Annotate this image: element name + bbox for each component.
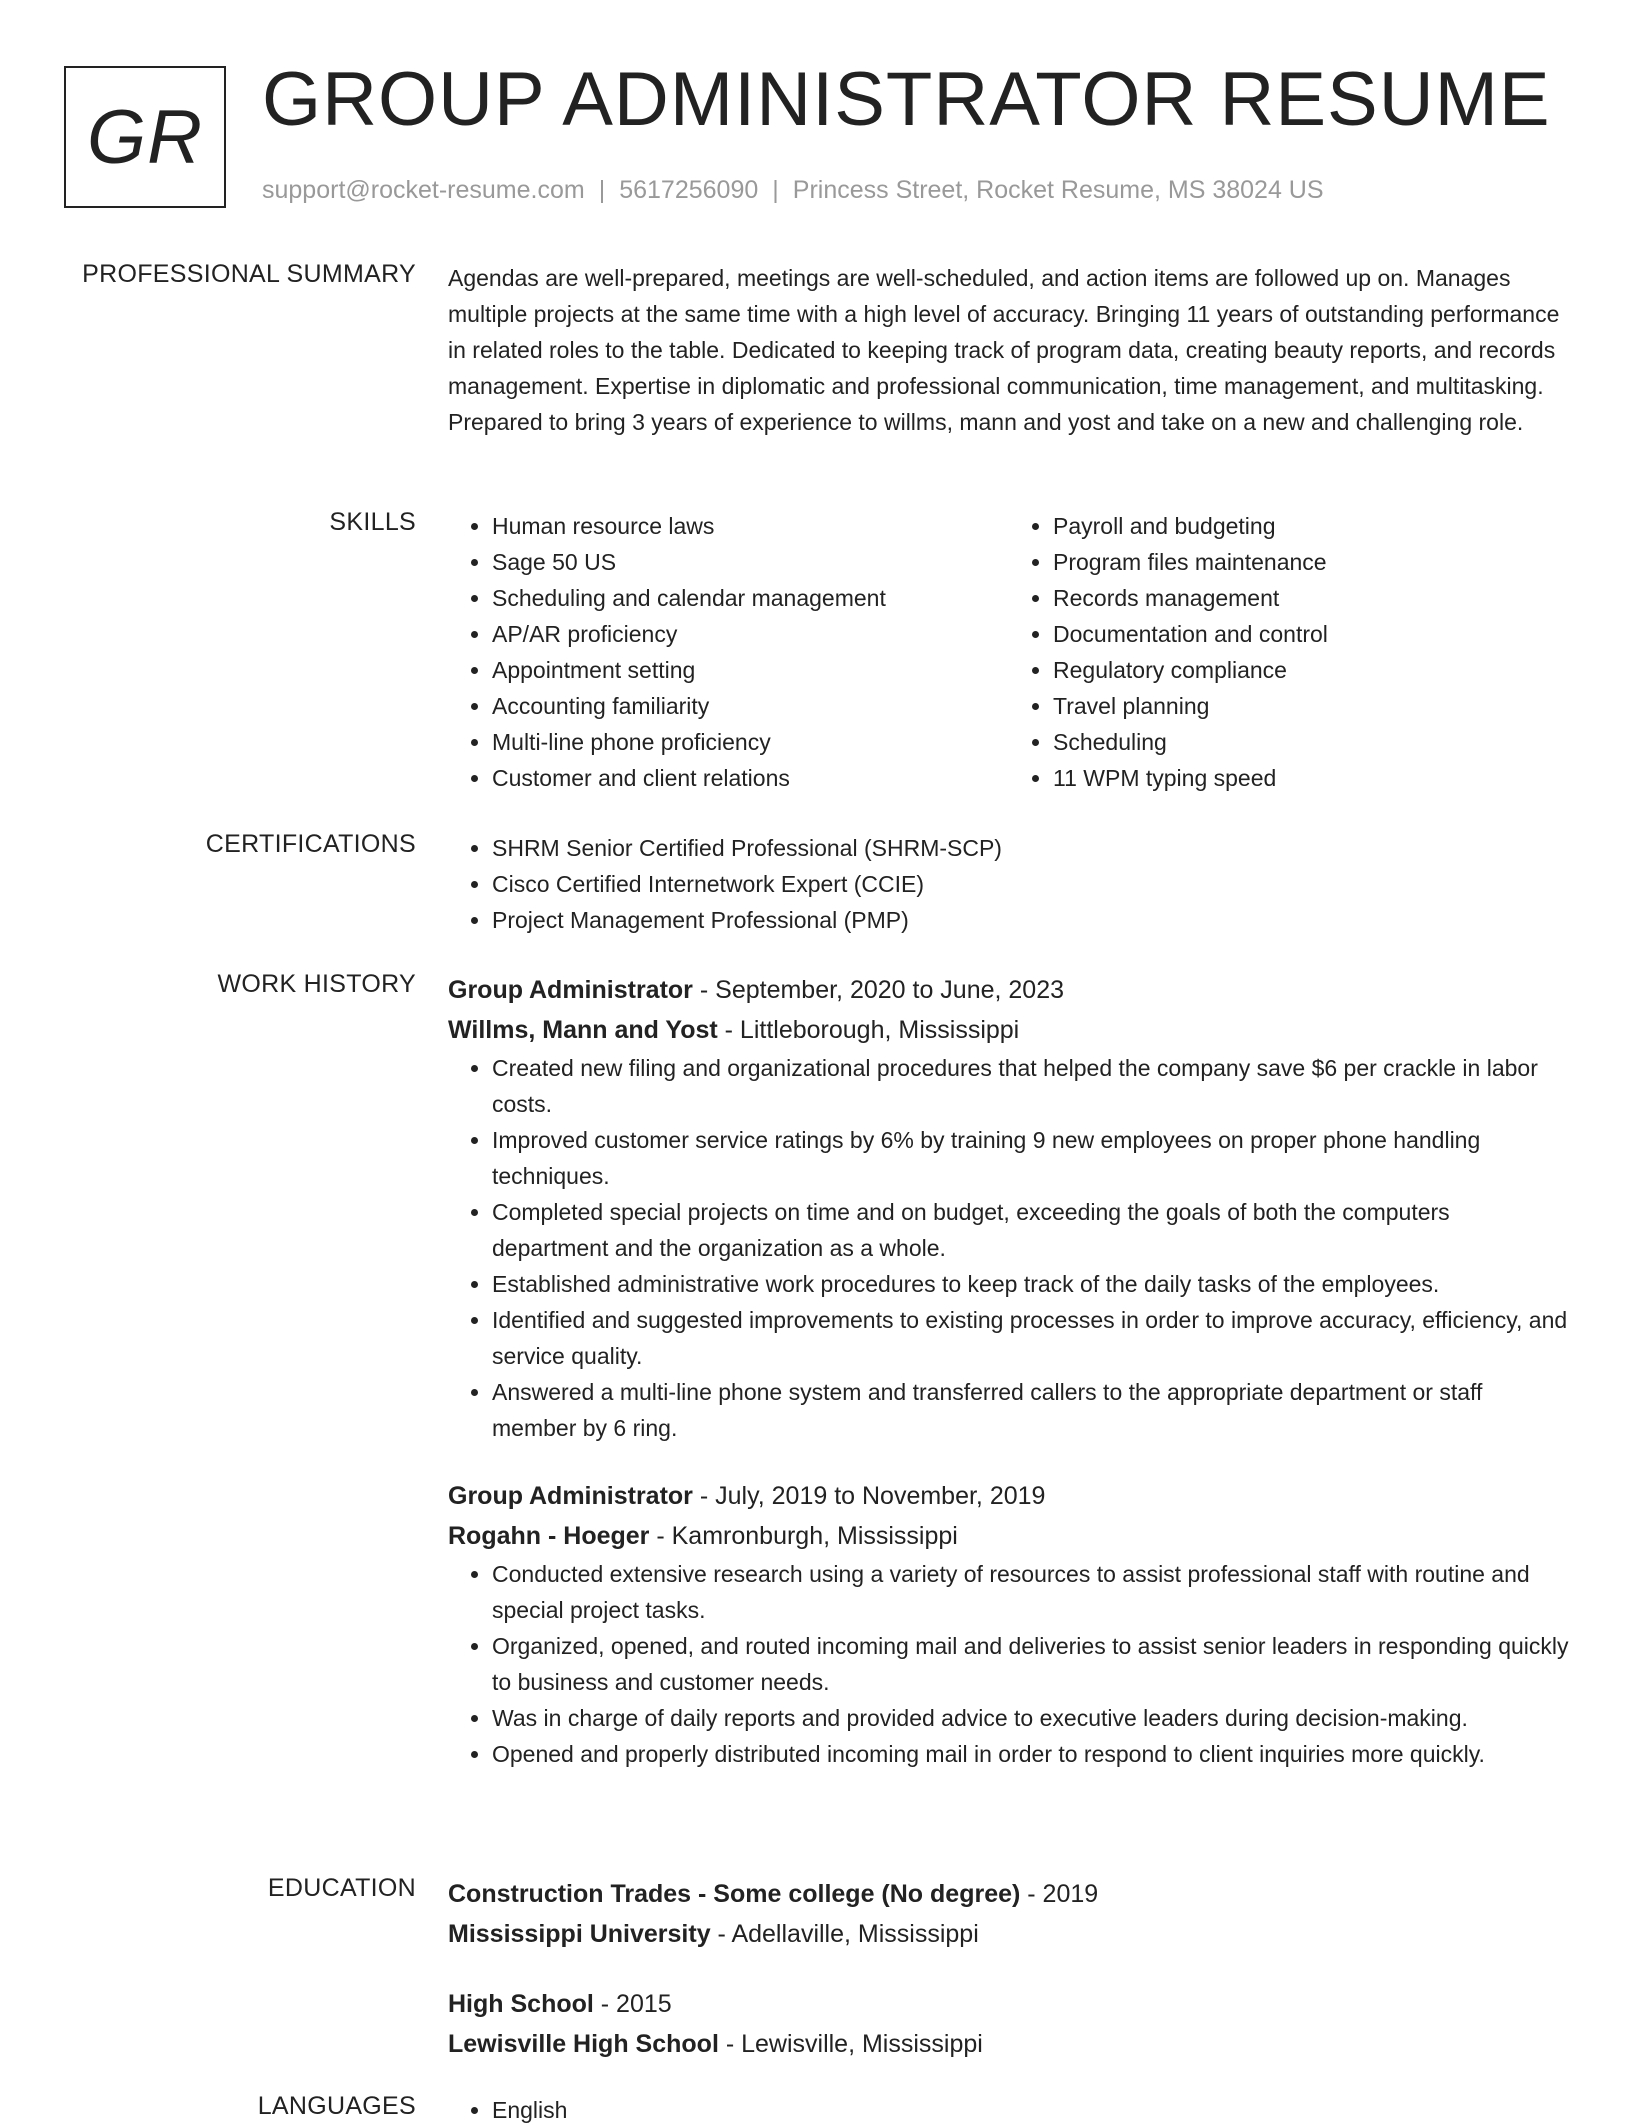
education-label: EDUCATION [267,1874,416,1902]
contact-address: Princess Street, Rocket Resume, MS 38024 US [792,176,1324,204]
job-company-line [448,1516,1570,1556]
job-title: Group Administrator [448,976,693,1004]
job-title-line [448,1476,1570,1516]
skill-item: • Program files maintenance [1053,544,1570,580]
skill-item: • Travel planning [1053,688,1570,724]
skill-item: • Human resource laws [492,508,1009,544]
education-location: - Lewisville, Mississippi [718,2030,983,2058]
job-company: Rogahn - Hoeger [448,1522,650,1550]
education-location: - Adellaville, Mississippi [710,1920,979,1948]
job-bullet: • Completed special projects on time and on budget, exceeding the goals of both the computers department and the organization as a whole. [492,1194,1570,1266]
education-body [448,1874,1570,2064]
job-bullet: • Created new filing and organizational procedures that helped the company save $6 per crackle in labor costs. [492,1050,1570,1122]
job-location: - Kamronburgh, Mississippi [649,1522,958,1550]
monogram-box [64,66,226,208]
languages-label: LANGUAGES [257,2092,416,2120]
skill-item: • Customer and client relations [492,760,1009,796]
job-dates: - July, 2019 to November, 2019 [692,1482,1046,1510]
resume-title: GROUP ADMINISTRATOR RESUME [262,57,1551,142]
job-bullet: • Improved customer service ratings by 6% by training 9 new employees on proper phone handling techniques. [492,1122,1570,1194]
job-bullet: • Organized, opened, and routed incoming mail and deliveries to assist senior leaders in responding quickly to business and customer needs. [492,1628,1570,1700]
certifications-body [448,830,1570,938]
job-company-line [448,1010,1570,1050]
job-bullets [448,1050,1570,1446]
education-school: Mississippi University [448,1920,711,1948]
work-history-label: WORK HISTORY [217,970,416,998]
job-bullet: • Was in charge of daily reports and provided advice to executive leaders during decision-making. [492,1700,1570,1736]
skills-list [448,508,1570,796]
monogram: GR [87,94,203,180]
skill-item: • Appointment setting [492,652,1009,688]
job-location: - Littleborough, Mississippi [717,1016,1020,1044]
education-entry [448,1984,1570,2064]
job-bullets [448,1556,1570,1772]
skill-item: • Sage 50 US [492,544,1009,580]
skill-item: • 11 WPM typing speed [1053,760,1570,796]
skill-item: • Payroll and budgeting [1053,508,1570,544]
summary-label: PROFESSIONAL SUMMARY [82,260,416,288]
contact-phone: 5617256090 [619,176,759,204]
job-bullet: • Opened and properly distributed incoming mail in order to respond to client inquiries more quickly. [492,1736,1570,1772]
skill-item: • Scheduling [1053,724,1570,760]
job-bullet: • Conducted extensive research using a variety of resources to assist professional staff with routine and special project tasks. [492,1556,1570,1628]
job-bullet: • Established administrative work procedures to keep track of the daily tasks of the employees. [492,1266,1570,1302]
skill-item: • Documentation and control [1053,616,1570,652]
education-year: - 2015 [593,1990,672,2018]
skill-item: • Accounting familiarity [492,688,1009,724]
skill-item: • Regulatory compliance [1053,652,1570,688]
certification-item: • Project Management Professional (PMP) [492,902,1570,938]
skill-item: • Scheduling and calendar management [492,580,1009,616]
skill-item: • AP/AR proficiency [492,616,1009,652]
education-degree: High School [448,1990,594,2018]
work-history-body [448,970,1570,1772]
education-degree-line [448,1984,1570,2024]
contact-separator: | [598,176,606,204]
skills-label: SKILLS [329,508,416,536]
contact-line [262,176,1324,205]
job-bullet: • Identified and suggested improvements to existing processes in order to improve accuracy, efficiency, and service quality. [492,1302,1570,1374]
job-bullet: • Answered a multi-line phone system and transferred callers to the appropriate department or staff member by 6 ring. [492,1374,1570,1446]
job-dates: - September, 2020 to June, 2023 [692,976,1065,1004]
certifications-list [448,830,1570,938]
education-year: - 2019 [1020,1880,1099,1908]
certification-item: • SHRM Senior Certified Professional (SHRM-SCP) [492,830,1570,866]
job-company: Willms, Mann and Yost [448,1016,718,1044]
languages-body [448,2092,1570,2128]
contact-email: support@rocket-resume.com [262,176,585,204]
education-school-line [448,2024,1570,2064]
skill-item: • Multi-line phone proficiency [492,724,1009,760]
job-title-line [448,970,1570,1010]
language-item: • English [492,2092,1570,2128]
job-title: Group Administrator [448,1482,693,1510]
summary-text: Agendas are well-prepared, meetings are well-scheduled, and action items are followed up on. Manages multiple projects at the same time with a high level of accuracy. Bringing 11 years of outstanding performance in related roles to the table. Dedicated to keeping track of program data, creating beauty reports, and records management. Expertise in diplomatic and professional communication, time management, and multitasking. Prepared to bring 3 years of experience to willms, mann and yost and take on a new and challenging role. [448,265,1560,435]
education-degree: Construction Trades - Some college (No degree) [448,1880,1021,1908]
skills-column-left [448,508,1009,796]
education-school: Lewisville High School [448,2030,719,2058]
certification-item: • Cisco Certified Internetwork Expert (CCIE) [492,866,1570,902]
skills-column-right [1009,508,1570,796]
contact-separator: | [772,176,779,204]
education-school-line [448,1914,1570,1954]
skill-item: • Records management [1053,580,1570,616]
education-degree-line [448,1874,1570,1914]
job-entry [448,970,1570,1446]
education-entry [448,1874,1570,1954]
certifications-label: CERTIFICATIONS [205,830,416,858]
languages-list [448,2092,1570,2128]
job-entry [448,1476,1570,1772]
